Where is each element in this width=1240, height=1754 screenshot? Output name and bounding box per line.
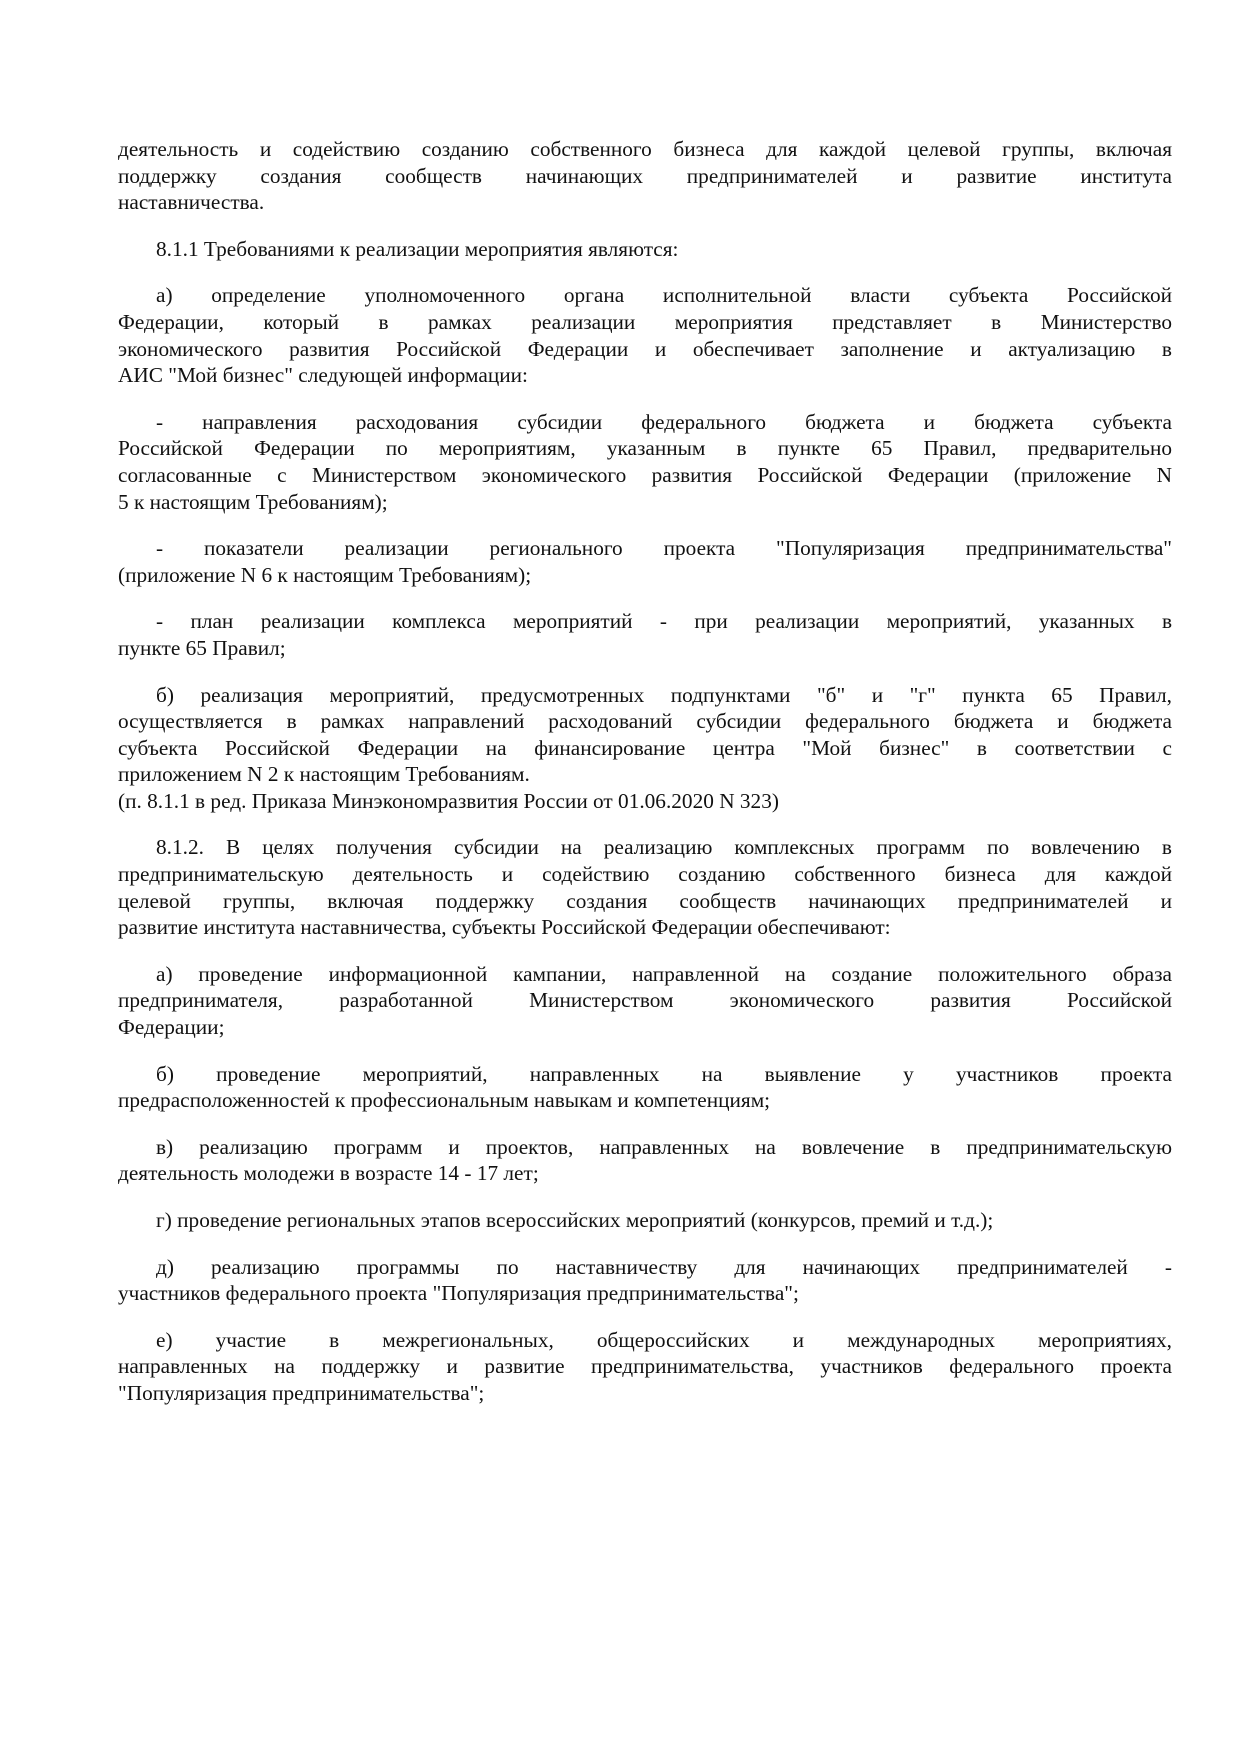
paragraph [118,682,1172,788]
text-line: 8.1.2. В целях получения субсидии на реализацию комплексных программ по вовлечению в [156,835,1172,860]
text-line: в) реализацию программ и проектов, направленных на вовлечение в предпринимательскую [156,1134,1172,1159]
paragraph [118,136,1172,216]
text-line: предпринимательскую деятельность и содействию созданию собственного бизнеса для каждой [118,862,1172,887]
text-line: деятельность и содействию созданию собственного бизнеса для каждой целевой группы, включая [118,137,1172,161]
text-line: - показатели реализации регионального проекта "Популяризация предпринимательства" [156,536,1172,561]
text-line: (приложение N 6 к настоящим Требованиям); [118,562,532,587]
text-line: Российской Федерации по мероприятиям, указанным в пункте 65 Правил, предварительно [118,436,1172,461]
text-line: направленных на поддержку и развитие предпринимательства, участников федерального проекта [118,1354,1172,1379]
text-line: согласованные с Министерством экономического развития Российской Федерации (приложение N [118,462,1172,487]
text-line: предрасположенностей к профессиональным навыкам и компетенциям; [118,1088,771,1113]
text-line: участников федерального проекта "Популяризация предпринимательства"; [118,1281,799,1306]
text-line: наставничества. [118,190,265,215]
text-line: приложением N 2 к настоящим Требованиям. [118,762,530,787]
paragraph [118,1327,1172,1407]
text-line: - план реализации комплекса мероприятий - при реализации мероприятий, указанных в [156,609,1172,634]
text-line: целевой группы, включая поддержку создания сообществ начинающих предпринимателей и [118,888,1172,913]
paragraph [118,409,1172,515]
text-line: а) проведение информационной кампании, направленной на создание положительного образа [156,961,1172,986]
paragraph [118,1207,1172,1234]
text-line: поддержку создания сообществ начинающих предпринимателей и развитие института [118,163,1172,188]
text-line: 5 к настоящим Требованиям); [118,489,388,514]
paragraph [118,834,1172,940]
text-line: е) участие в межрегиональных, общероссийских и международных мероприятиях, [156,1327,1172,1352]
text-line: г) проведение региональных этапов всероссийских мероприятий (конкурсов, премий и т.д.); [156,1208,994,1232]
text-line: субъекта Российской Федерации на финансирование центра "Мой бизнес" в соответствии с [118,735,1172,760]
text-line: 8.1.1 Требованиями к реализации мероприятия являются: [156,236,679,261]
text-line: б) проведение мероприятий, направленных на выявление у участников проекта [156,1061,1172,1086]
text-line: а) определение уполномоченного органа исполнительной власти субъекта Российской [156,283,1172,308]
paragraph [118,535,1172,588]
document-page [118,136,1172,1407]
paragraph [118,1134,1172,1187]
text-line: развитие института наставничества, субъекты Российской Федерации обеспечивают: [118,915,891,940]
text-line: Федерации; [118,1015,225,1040]
text-line: Федерации, который в рамках реализации мероприятия представляет в Министерство [118,309,1172,334]
amendment-note [118,788,1172,815]
paragraph [118,961,1172,1041]
paragraph [118,1254,1172,1307]
text-line: (п. 8.1.1 в ред. Приказа Минэкономразвития России от 01.06.2020 N 323) [118,788,779,813]
text-line: экономического развития Российской Федерации и обеспечивает заполнение и актуализацию в [118,336,1172,361]
text-line: осуществляется в рамках направлений расходований субсидии федерального бюджета и бюджета [118,709,1172,734]
paragraph [118,1061,1172,1114]
paragraph [118,282,1172,388]
paragraph [118,608,1172,661]
text-line: б) реализация мероприятий, предусмотренных подпунктами "б" и "г" пункта 65 Правил, [156,682,1172,707]
text-line: "Популяризация предпринимательства"; [118,1380,485,1405]
text-line: деятельность молодежи в возрасте 14 - 17 лет; [118,1161,539,1186]
text-line: - направления расходования субсидии федерального бюджета и бюджета субъекта [156,409,1172,434]
text-line: пункте 65 Правил; [118,635,286,660]
text-line: д) реализацию программы по наставничеству для начинающих предпринимателей - [156,1254,1172,1279]
paragraph [118,236,1172,263]
text-line: АИС "Мой бизнес" следующей информации: [118,363,528,388]
text-line: предпринимателя, разработанной Министерством экономического развития Российской [118,988,1172,1013]
